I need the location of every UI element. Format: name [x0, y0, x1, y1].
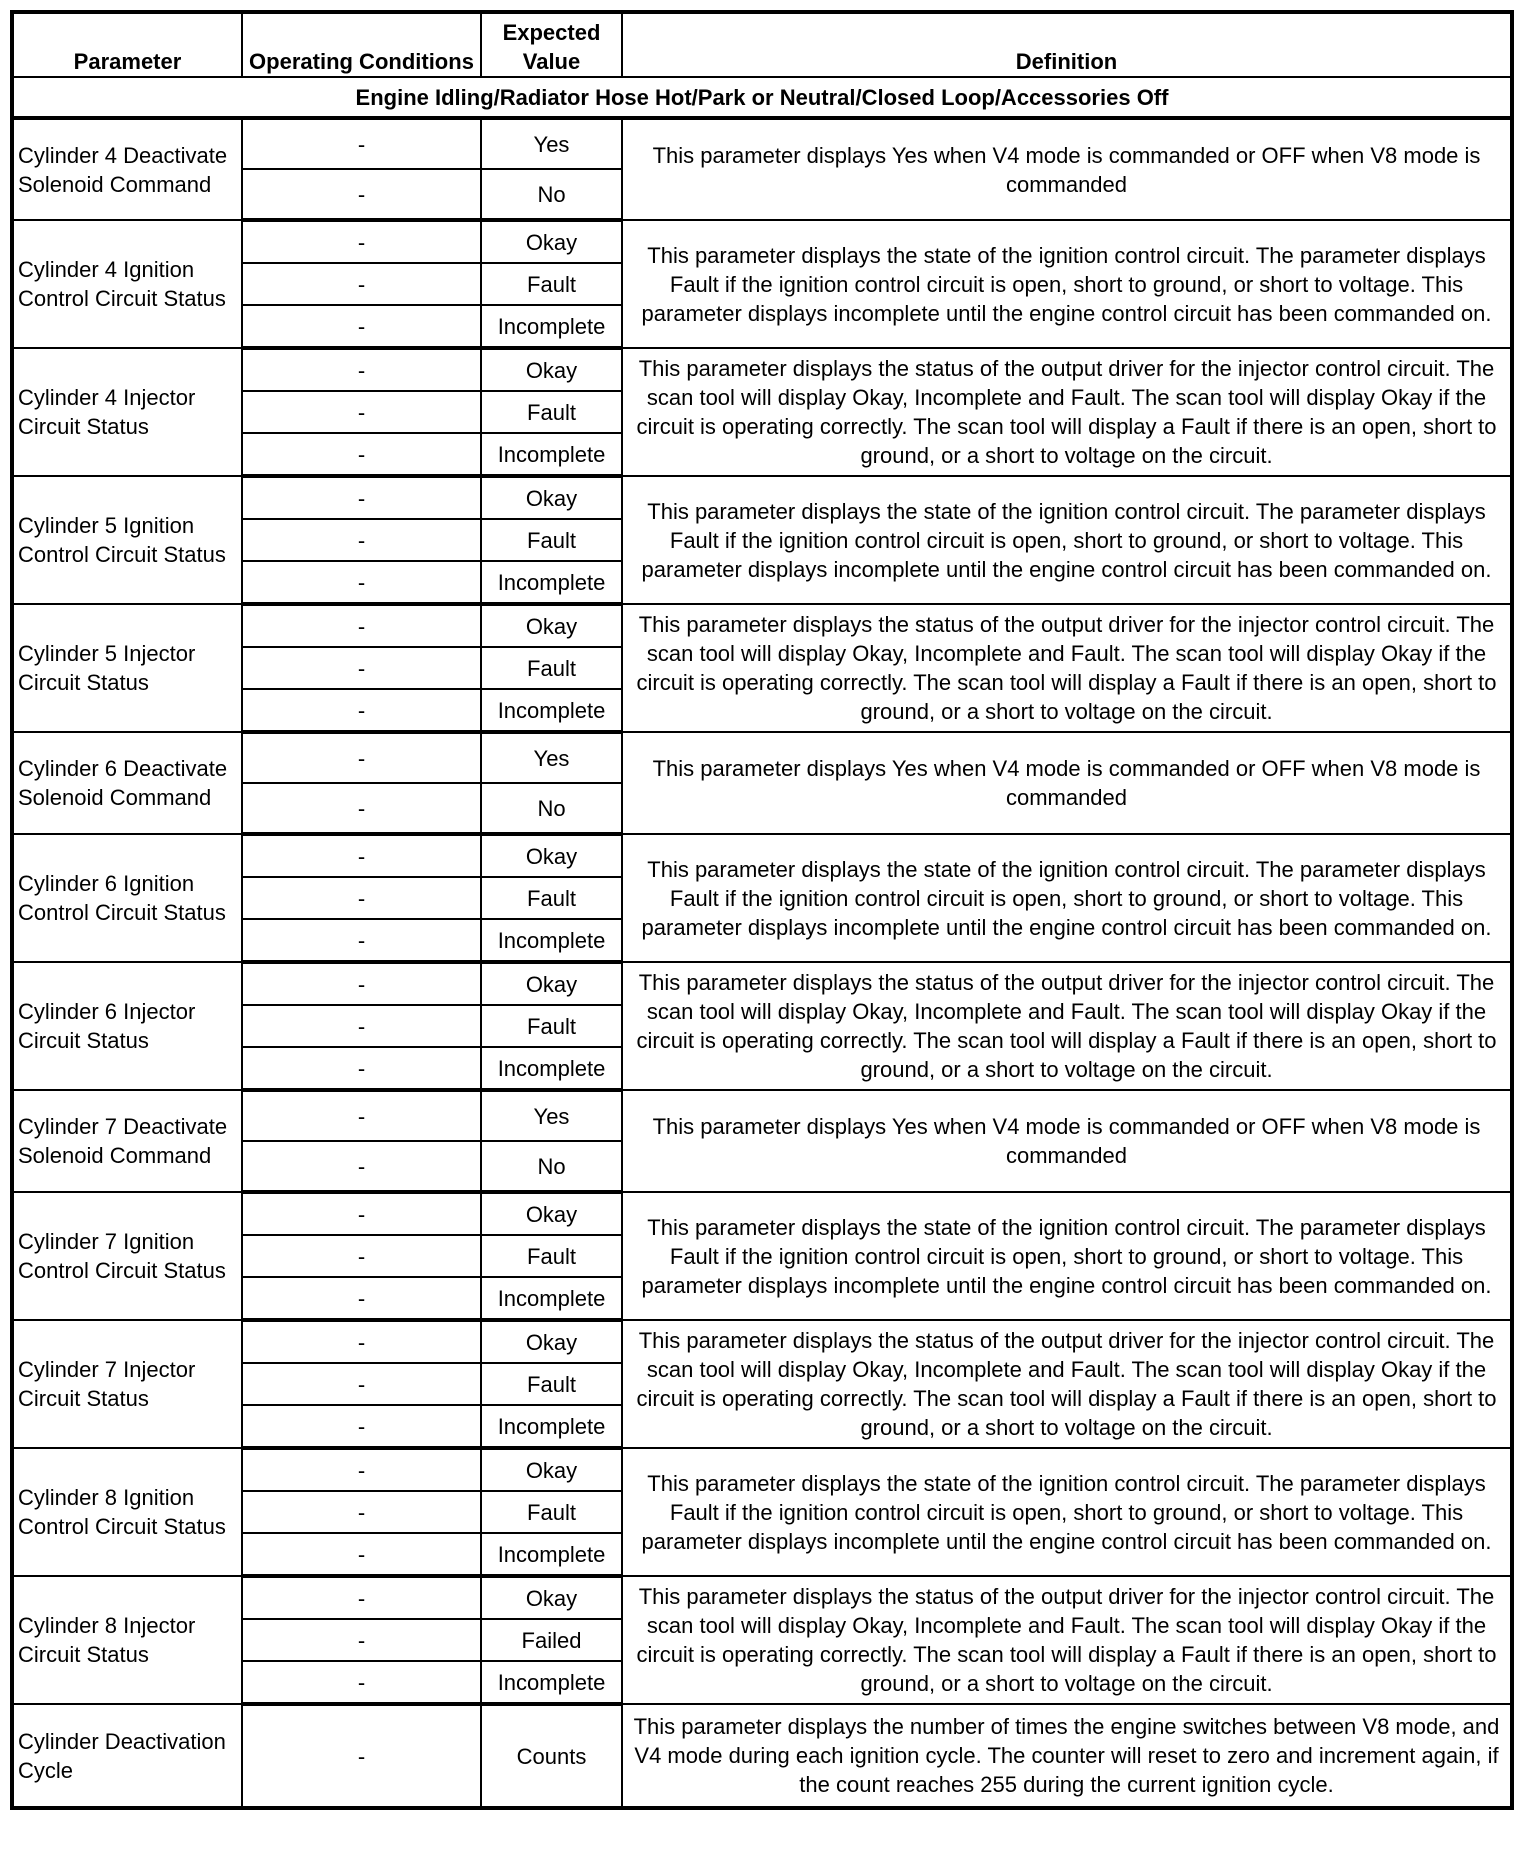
expected-value: Fault [481, 1005, 622, 1047]
parameter-name: Cylinder 7 Ignition Control Circuit Status [12, 1192, 242, 1320]
table-row [12, 1320, 1512, 1363]
expected-value: Incomplete [481, 433, 622, 476]
operating-condition: - [242, 1090, 481, 1141]
expected-value: Fault [481, 519, 622, 561]
definition-text: This parameter displays Yes when V4 mode is commanded or OFF when V8 mode is commanded [622, 732, 1512, 834]
header-expected-value: Expected Value [481, 12, 622, 77]
expected-value: Incomplete [481, 1047, 622, 1090]
operating-condition: - [242, 433, 481, 476]
expected-value: Okay [481, 476, 622, 519]
operating-condition: - [242, 476, 481, 519]
table-row [12, 732, 1512, 783]
operating-condition: - [242, 1235, 481, 1277]
parameter-name: Cylinder 6 Deactivate Solenoid Command [12, 732, 242, 834]
definition-text: This parameter displays Yes when V4 mode is commanded or OFF when V8 mode is commanded [622, 118, 1512, 220]
expected-value: Okay [481, 1192, 622, 1235]
table-row [12, 476, 1512, 519]
operating-condition: - [242, 1141, 481, 1192]
expected-value: Fault [481, 1235, 622, 1277]
operating-condition: - [242, 1363, 481, 1405]
expected-value: Fault [481, 1363, 622, 1405]
definition-text: This parameter displays the state of the ignition control circuit. The parameter displays Fault if the ignition control circuit is open, short to ground, or short to voltage. This parameter displays incomplete until the engine control circuit has been commanded on. [622, 1448, 1512, 1576]
operating-condition: - [242, 1405, 481, 1448]
definition-text: This parameter displays the status of the output driver for the injector control circuit. The scan tool will display Okay, Incomplete and Fault. The scan tool will display Okay if the circuit is operating correctly. The scan tool will display a Fault if there is an open, short to ground, or a short to voltage on the circuit. [622, 604, 1512, 732]
operating-condition: - [242, 169, 481, 220]
table-row [12, 604, 1512, 647]
parameter-name: Cylinder 7 Injector Circuit Status [12, 1320, 242, 1448]
definition-text: This parameter displays Yes when V4 mode is commanded or OFF when V8 mode is commanded [622, 1090, 1512, 1192]
expected-value: Fault [481, 391, 622, 433]
operating-condition: - [242, 1491, 481, 1533]
table-row [12, 1576, 1512, 1619]
operating-condition: - [242, 1005, 481, 1047]
parameter-name: Cylinder Deactivation Cycle [12, 1704, 242, 1808]
expected-value: No [481, 783, 622, 834]
definition-text: This parameter displays the status of the output driver for the injector control circuit. The scan tool will display Okay, Incomplete and Fault. The scan tool will display Okay if the circuit is operating correctly. The scan tool will display a Fault if there is an open, short to ground, or a short to voltage on the circuit. [622, 962, 1512, 1090]
operating-condition: - [242, 919, 481, 962]
operating-condition: - [242, 391, 481, 433]
expected-value: Incomplete [481, 1533, 622, 1576]
operating-condition: - [242, 1661, 481, 1704]
expected-value: Incomplete [481, 561, 622, 604]
expected-value: Fault [481, 877, 622, 919]
table-row [12, 1704, 1512, 1808]
parameter-name: Cylinder 5 Injector Circuit Status [12, 604, 242, 732]
parameter-name: Cylinder 8 Injector Circuit Status [12, 1576, 242, 1704]
operating-condition: - [242, 1448, 481, 1491]
expected-value: No [481, 169, 622, 220]
definition-text: This parameter displays the state of the ignition control circuit. The parameter displays Fault if the ignition control circuit is open, short to ground, or short to voltage. This parameter displays incomplete until the engine control circuit has been commanded on. [622, 476, 1512, 604]
operating-condition: - [242, 1704, 481, 1808]
data-parameters-table [10, 10, 1514, 1810]
operating-condition: - [242, 1576, 481, 1619]
expected-value: Okay [481, 1448, 622, 1491]
expected-value: Incomplete [481, 1661, 622, 1704]
expected-value: Incomplete [481, 919, 622, 962]
expected-value: Incomplete [481, 689, 622, 732]
operating-condition: - [242, 348, 481, 391]
operating-condition: - [242, 877, 481, 919]
expected-value: Okay [481, 348, 622, 391]
operating-condition: - [242, 220, 481, 263]
expected-value: Incomplete [481, 1277, 622, 1320]
table-row [12, 1192, 1512, 1235]
parameter-name: Cylinder 4 Deactivate Solenoid Command [12, 118, 242, 220]
expected-value: Yes [481, 118, 622, 169]
expected-value: Counts [481, 1704, 622, 1808]
operating-condition: - [242, 962, 481, 1005]
operating-condition: - [242, 1192, 481, 1235]
definition-text: This parameter displays the state of the ignition control circuit. The parameter displays Fault if the ignition control circuit is open, short to ground, or short to voltage. This parameter displays incomplete until the engine control circuit has been commanded on. [622, 1192, 1512, 1320]
definition-text: This parameter displays the status of the output driver for the injector control circuit. The scan tool will display Okay, Incomplete and Fault. The scan tool will display Okay if the circuit is operating correctly. The scan tool will display a Fault if there is an open, short to ground, or a short to voltage on the circuit. [622, 1576, 1512, 1704]
table-row [12, 962, 1512, 1005]
expected-value: Fault [481, 647, 622, 689]
table-row [12, 220, 1512, 263]
operating-condition: - [242, 1619, 481, 1661]
header-definition: Definition [622, 12, 1512, 77]
expected-value: Fault [481, 263, 622, 305]
table-body [12, 77, 1512, 1808]
definition-text: This parameter displays the status of the output driver for the injector control circuit. The scan tool will display Okay, Incomplete and Fault. The scan tool will display Okay if the circuit is operating correctly. The scan tool will display a Fault if there is an open, short to ground, or a short to voltage on the circuit. [622, 1320, 1512, 1448]
operating-condition: - [242, 732, 481, 783]
parameter-name: Cylinder 5 Ignition Control Circuit Status [12, 476, 242, 604]
expected-value: Failed [481, 1619, 622, 1661]
table-row [12, 834, 1512, 877]
parameter-name: Cylinder 7 Deactivate Solenoid Command [12, 1090, 242, 1192]
expected-value: Yes [481, 1090, 622, 1141]
table-row [12, 1090, 1512, 1141]
expected-value: Okay [481, 220, 622, 263]
definition-text: This parameter displays the number of times the engine switches between V8 mode, and V4 mode during each ignition cycle. The counter will reset to zero and increment again, if the count reaches 255 during the current ignition cycle. [622, 1704, 1512, 1808]
operating-condition: - [242, 1533, 481, 1576]
definition-text: This parameter displays the state of the ignition control circuit. The parameter displays Fault if the ignition control circuit is open, short to ground, or short to voltage. This parameter displays incomplete until the engine control circuit has been commanded on. [622, 834, 1512, 962]
operating-condition: - [242, 783, 481, 834]
expected-value: Incomplete [481, 1405, 622, 1448]
operating-condition: - [242, 561, 481, 604]
expected-value: Okay [481, 1576, 622, 1619]
operating-condition: - [242, 305, 481, 348]
expected-value: Incomplete [481, 305, 622, 348]
expected-value: Okay [481, 1320, 622, 1363]
condition-banner: Engine Idling/Radiator Hose Hot/Park or Neutral/Closed Loop/Accessories Off [12, 77, 1512, 118]
operating-condition: - [242, 647, 481, 689]
table-row [12, 118, 1512, 169]
parameter-name: Cylinder 6 Ignition Control Circuit Status [12, 834, 242, 962]
expected-value: Okay [481, 604, 622, 647]
parameter-name: Cylinder 6 Injector Circuit Status [12, 962, 242, 1090]
expected-value: Okay [481, 834, 622, 877]
header-operating-conditions: Operating Conditions [242, 12, 481, 77]
parameter-name: Cylinder 4 Injector Circuit Status [12, 348, 242, 476]
operating-condition: - [242, 1047, 481, 1090]
table-row [12, 348, 1512, 391]
operating-condition: - [242, 1277, 481, 1320]
expected-value: Yes [481, 732, 622, 783]
parameter-name: Cylinder 8 Ignition Control Circuit Status [12, 1448, 242, 1576]
table-row [12, 1448, 1512, 1491]
operating-condition: - [242, 263, 481, 305]
operating-condition: - [242, 118, 481, 169]
operating-condition: - [242, 1320, 481, 1363]
header-parameter: Parameter [12, 12, 242, 77]
operating-condition: - [242, 519, 481, 561]
operating-condition: - [242, 604, 481, 647]
expected-value: Fault [481, 1491, 622, 1533]
operating-condition: - [242, 689, 481, 732]
definition-text: This parameter displays the status of the output driver for the injector control circuit. The scan tool will display Okay, Incomplete and Fault. The scan tool will display Okay if the circuit is operating correctly. The scan tool will display a Fault if there is an open, short to ground, or a short to voltage on the circuit. [622, 348, 1512, 476]
parameter-name: Cylinder 4 Ignition Control Circuit Status [12, 220, 242, 348]
expected-value: No [481, 1141, 622, 1192]
definition-text: This parameter displays the state of the ignition control circuit. The parameter displays Fault if the ignition control circuit is open, short to ground, or short to voltage. This parameter displays incomplete until the engine control circuit has been commanded on. [622, 220, 1512, 348]
expected-value: Okay [481, 962, 622, 1005]
operating-condition: - [242, 834, 481, 877]
